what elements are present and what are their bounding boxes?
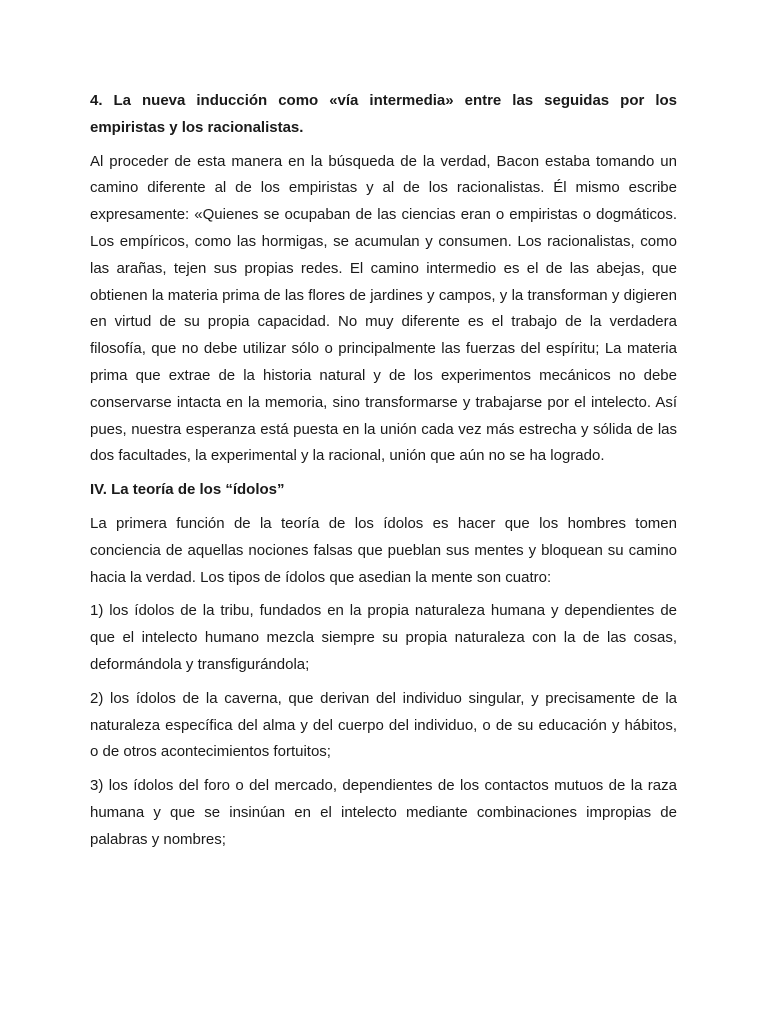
paragraph-bacon-method: Al proceder de esta manera en la búsqueda de la verdad, Bacon estaba tomando un camino diferente al de los empiristas y al de los racionalistas. Él mismo escribe expresamente: «Quienes se ocupaban de las ciencias eran o empiristas o dogmáticos. Los empíricos, como las hormigas, se acumulan y consumen. Los racionalistas, como las arañas, tejen sus propias redes. El camino intermedio es el de las abejas, que obtienen la materia prima de las flores de jardines y campos, y la transforman y digieren en virtud de su propia capacidad. No muy diferente es el trabajo de la verdadera filosofía, que no debe utilizar sólo o principalmente las fuerzas del espíritu; La materia prima que extrae de la historia natural y de los experimentos mecánicos no debe conservarse intacta en la memoria, sino transformarse y trabajarse por el intelecto. Así pues, nuestra esperanza está puesta en la unión cada vez más estrecha y sólida de las dos facultades, la experimental y la racional, unión que aún no se ha logrado. [90,152,677,465]
section-heading-induction: 4. La nueva inducción como «vía intermedia» entre las seguidas por los empiristas y los racionalistas. [90,92,677,136]
paragraph-idols-intro: La primera función de la teoría de los ídolos es hacer que los hombres tomen conciencia de aquellas nociones falsas que pueblan sus mentes y bloquean su camino hacia la verdad. Los tipos de ídolos que asedian la mente son cuatro: [90,514,677,586]
list-item-idols-market: 3) los ídolos del foro o del mercado, dependientes de los contactos mutuos de la raza humana y que se insinúan en el intelecto mediante combinaciones impropias de palabras y nombres; [90,777,677,848]
list-item-idols-cave: 2) los ídolos de la caverna, que derivan del individuo singular, y precisamente de la naturaleza específica del alma y del cuerpo del individuo, o de su educación y hábitos, o de otros acontecimientos fortuitos; [90,689,677,761]
list-item-idols-tribe: 1) los ídolos de la tribu, fundados en la propia naturaleza humana y dependientes de que el intelecto humano mezcla siempre su propia naturaleza con la de las cosas, deformándola y transfigurándola; [90,602,677,673]
section-heading-idols: IV. La teoría de los “ídolos” [90,481,285,499]
document-page [90,88,677,861]
